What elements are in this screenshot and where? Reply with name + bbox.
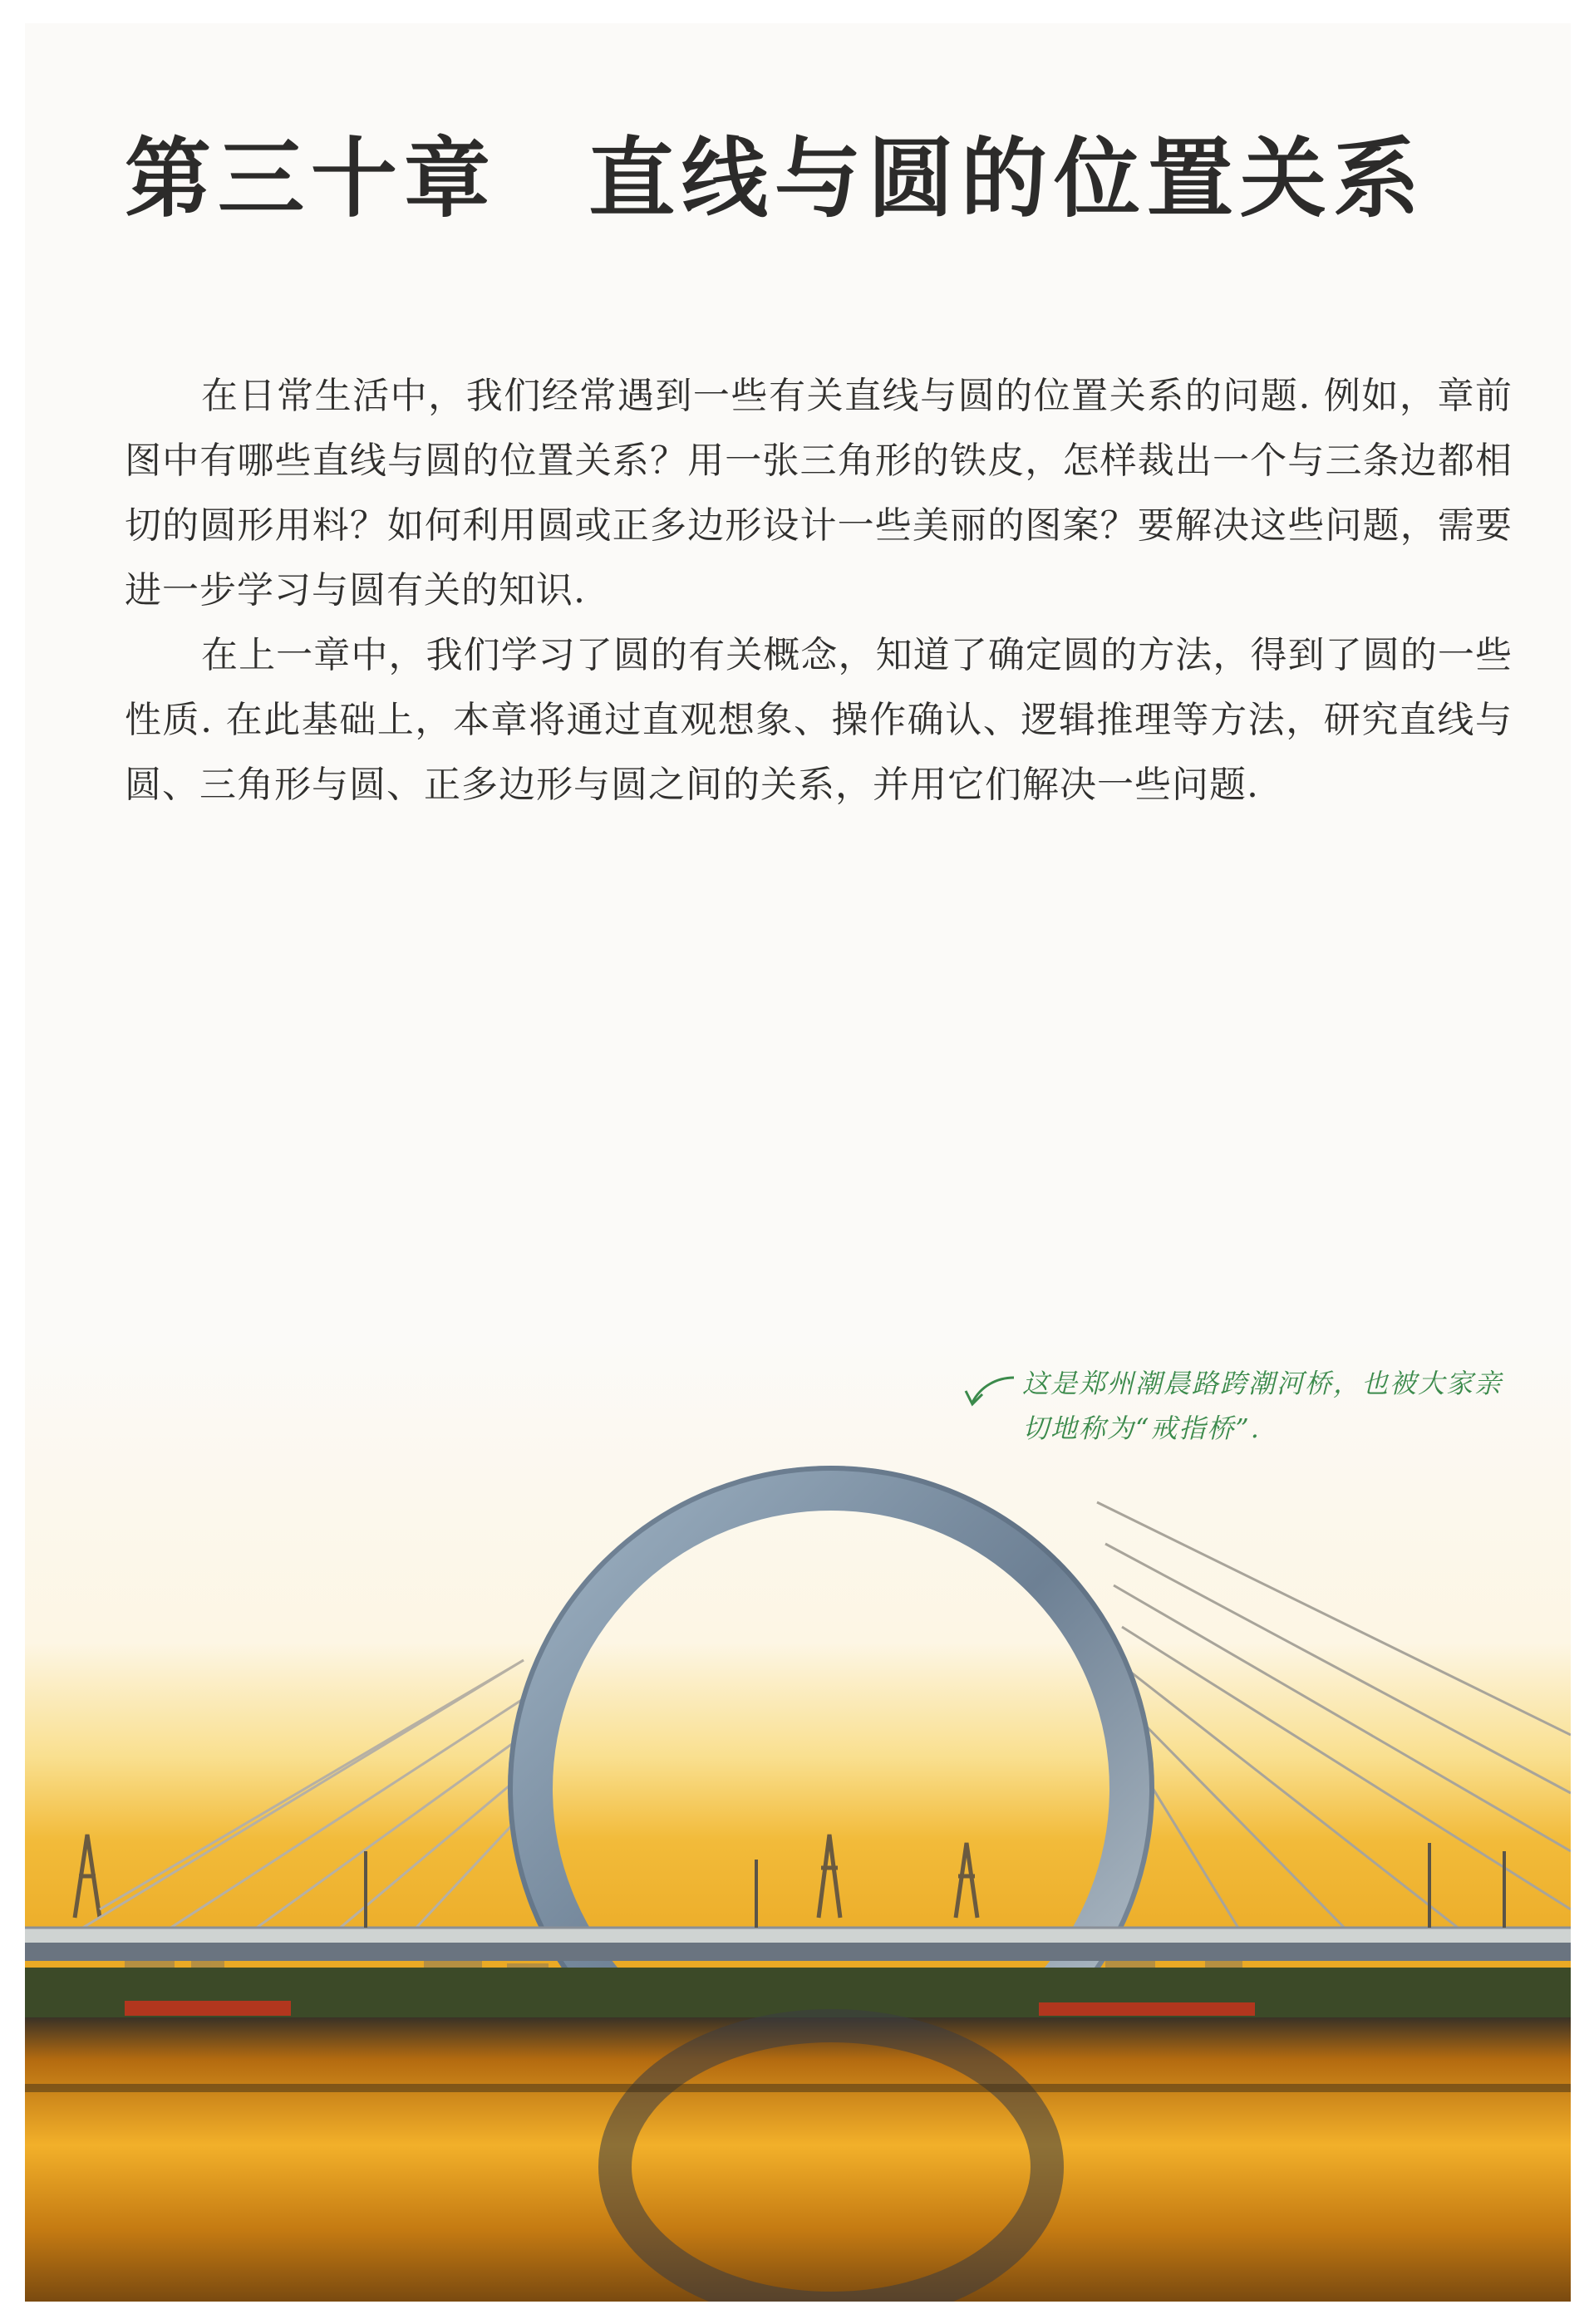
reflection-band [25,2084,1571,2092]
intro-paragraph-1: 在日常生活中，我们经常遇到一些有关直线与圆的位置关系的问题. 例如，章前图中有哪些直线与圆的位置关系？用一张三角形的铁皮，怎样裁出一个与三条边都相切的圆形用料？如何利用圆或正多边形设计一些美丽的图案？要解决这些问题，需要进一步学习与圆有关的知识. [125,375,1513,612]
intro-paragraph-2: 在上一章中，我们学习了圆的有关概念，知道了确定圆的方法，得到了圆的一些性质. 在此基础上，本章将通过直观想象、操作确认、逻辑推理等方法，研究直线与圆、三角形与圆、正多边形与圆之间的关系，并用它们解决一些问题. [125,634,1513,806]
chapter-title: 直线与圆的位置关系 [588,128,1427,229]
river-water [25,2017,1571,2302]
bridge-photo [25,1336,1571,2302]
chapter-heading [125,128,1427,229]
photo-caption: 这是郑州潮晨路跨潮河桥，也被大家亲切地称为“戒指桥”. [1022,1368,1503,1444]
chapter-intro [125,364,1513,818]
bridge-deck [25,1928,1571,1961]
chapter-number: 第三十章 [125,128,498,229]
textbook-page [25,23,1571,2302]
